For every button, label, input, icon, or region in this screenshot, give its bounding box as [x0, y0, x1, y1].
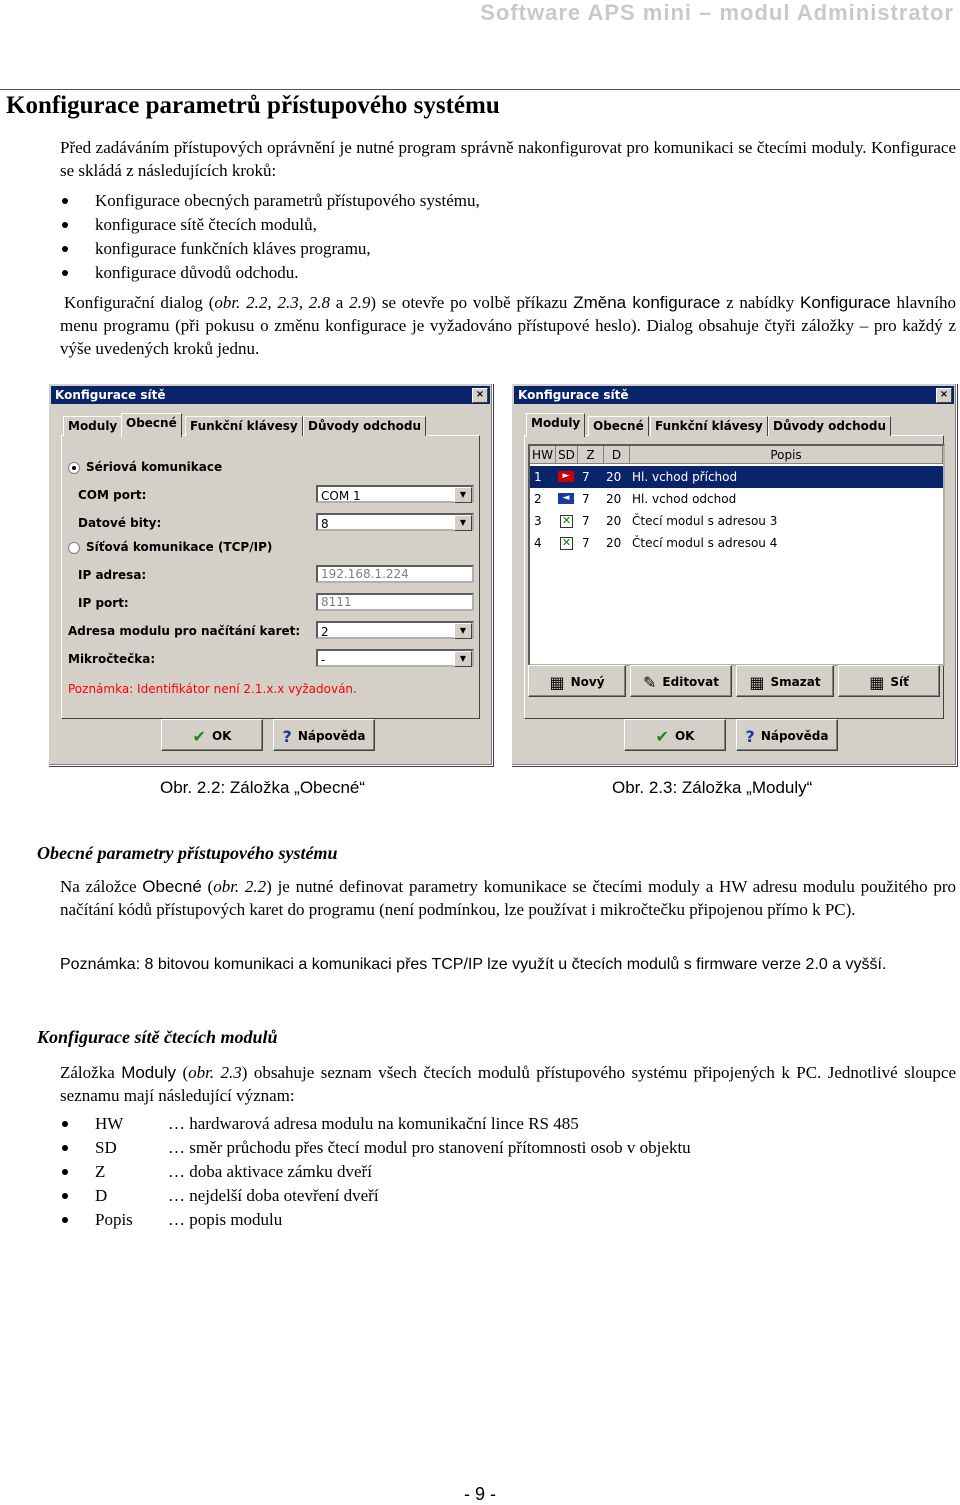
tab-name: Moduly [121, 1063, 176, 1082]
delete-icon: ▦ [749, 672, 765, 692]
cell-hw: 2 [534, 492, 542, 506]
chevron-down-icon[interactable]: ▼ [454, 651, 472, 667]
figure-ref: 2.9 [349, 293, 371, 312]
cell-popis: Čtecí modul s adresou 3 [632, 514, 778, 528]
checkmark-icon: ✔ [192, 726, 206, 746]
section-heading-network: Konfigurace sítě čtecích modulů [37, 1027, 278, 1047]
cell-d: 20 [606, 536, 622, 550]
close-icon[interactable]: × [936, 388, 952, 403]
new-button[interactable]: ▦ Nový [528, 665, 626, 697]
cell-z: 7 [582, 514, 590, 528]
page-header-title: Software APS mini – modul Administrator [480, 0, 954, 25]
com-port-select[interactable]: COM 1 ▼ [316, 485, 474, 503]
list-item: Konfigurace obecných parametrů přístupového systému, [60, 189, 940, 213]
column-definitions-list [60, 1112, 940, 1232]
page-number: - 9 - [463, 1484, 496, 1504]
ip-address-input[interactable]: 192.168.1.224 [316, 565, 474, 583]
tab-funkcni-klavesy[interactable]: Funkční klávesy [185, 416, 303, 436]
list-item: D … nejdelší doba otevření dveří [60, 1184, 940, 1208]
section-heading-config: Konfigurace parametrů přístupového systému [6, 92, 500, 119]
tab-funkcni-klavesy[interactable]: Funkční klávesy [650, 416, 768, 436]
checkmark-icon: ✔ [655, 726, 669, 746]
cell-popis: Čtecí modul s adresou 4 [632, 536, 778, 550]
command-name: Změna konfigurace [573, 293, 721, 312]
figure-ref: obr. 2.2, 2.3, 2.8 [214, 293, 331, 312]
tab-duvody-odchodu[interactable]: Důvody odchodu [303, 416, 426, 436]
ip-port-input[interactable]: 8111 [316, 593, 474, 611]
data-bits-select[interactable]: 8 ▼ [316, 513, 474, 531]
cell-hw: 3 [534, 514, 542, 528]
table-row[interactable] [530, 466, 943, 488]
com-port-label: COM port: [78, 488, 147, 502]
ok-button[interactable]: ✔ OK [624, 719, 726, 751]
help-button[interactable]: ? Nápověda [273, 719, 375, 751]
tab-duvody-odchodu[interactable]: Důvody odchodu [768, 416, 891, 436]
data-bits-label: Datové bity: [78, 516, 162, 530]
exit-direction-icon: ◄ [558, 493, 574, 504]
network-button[interactable]: ▦ Síť [838, 665, 940, 697]
close-icon[interactable]: × [472, 388, 488, 403]
reader-address-select[interactable]: 2 ▼ [316, 621, 474, 639]
header-rule [0, 89, 960, 90]
intro-paragraph: Před zadáváním přístupových oprávnění je nutné program správně nakonfigurovat pro komunikaci se čtecími moduly. Konfigurace se skládá z následujících kroků: [60, 138, 956, 180]
tab-moduly[interactable]: Moduly [63, 416, 122, 436]
new-icon: ▦ [549, 672, 565, 692]
table-row[interactable] [530, 510, 943, 532]
network-radio-label: Síťová komunikace (TCP/IP) [86, 540, 273, 554]
network-icon: ▦ [869, 672, 885, 692]
serial-radio[interactable] [68, 462, 80, 474]
dialog-modules-tab [511, 383, 957, 766]
cell-popis: Hl. vchod odchod [632, 492, 737, 506]
ip-port-label: IP port: [78, 596, 129, 610]
tab-moduly[interactable]: Moduly [526, 413, 585, 437]
list-item: Z … doba aktivace zámku dveří [60, 1160, 940, 1184]
dialog-description-paragraph: Konfigurační dialog (obr. 2.2, 2.3, 2.8 a 2.9) se otevře po volbě příkazu Změna konfigurace z nabídky Konfigurace hlavního menu programu (při pokusu o změnu konfigurace je vyžadováno přístupové heslo). Dialog obsahuje čtyři záložky – pro každý z výše uvedených kroků jednu. [60, 293, 957, 358]
network-radio[interactable] [68, 542, 80, 554]
dialog-titlebar: Konfigurace sítě × [514, 386, 954, 404]
chevron-down-icon[interactable]: ▼ [454, 515, 472, 531]
list-item: HW … hardwarová adresa modulu na komunikační lince RS 485 [60, 1112, 940, 1136]
network-paragraph: Záložka Moduly (obr. 2.3) obsahuje seznam všech čtecích modulů přístupového systému připojených k PC. Jednotlivé sloupce seznamu mají následující význam: [60, 1063, 956, 1105]
cell-z: 7 [582, 470, 590, 484]
chevron-down-icon[interactable]: ▼ [454, 487, 472, 503]
modules-table[interactable] [528, 444, 945, 666]
ip-address-label: IP adresa: [78, 568, 147, 582]
column-header-hw[interactable]: HW [530, 446, 556, 464]
cell-popis: Hl. vchod příchod [632, 470, 738, 484]
cell-d: 20 [606, 514, 622, 528]
list-item: konfigurace sítě čtecích modulů, [60, 213, 940, 237]
micro-reader-select[interactable]: - ▼ [316, 649, 474, 667]
serial-radio-label: Sériová komunikace [86, 460, 223, 474]
delete-button[interactable]: ▦ Smazat [736, 665, 834, 697]
edit-button[interactable]: ✎ Editovat [630, 665, 732, 697]
dialog-general-tab [48, 383, 493, 766]
tab-name: Obecné [142, 877, 202, 896]
section-heading-general: Obecné parametry přístupového systému [37, 843, 338, 863]
column-header-popis[interactable]: Popis [630, 446, 943, 464]
checkbox-icon: ✕ [561, 536, 572, 549]
list-item: Popis … popis modulu [60, 1208, 940, 1232]
micro-reader-label: Mikročtečka: [68, 652, 156, 666]
ok-button[interactable]: ✔ OK [161, 719, 263, 751]
tab-obecne[interactable]: Obecné [588, 416, 649, 436]
table-row[interactable] [530, 532, 943, 554]
question-icon: ? [745, 726, 755, 746]
cell-hw: 1 [534, 470, 542, 484]
general-note: Poznámka: 8 bitovou komunikaci a komunikaci přes TCP/IP lze využít u čtecích modulů s firmware verze 2.0 a vyšší. [60, 956, 887, 973]
list-item: konfigurace důvodů odchodu. [60, 261, 940, 285]
list-item: SD … směr průchodu přes čtecí modul pro stanovení přítomnosti osob v objektu [60, 1136, 940, 1160]
note-text: Poznámka: Identifikátor není 2.1.x.x vyžadován. [68, 682, 357, 696]
chevron-down-icon[interactable]: ▼ [454, 623, 472, 639]
edit-icon: ✎ [643, 672, 657, 692]
entry-direction-icon: ► [558, 471, 574, 482]
cell-d: 20 [606, 492, 622, 506]
config-steps-list [60, 189, 940, 285]
figure-caption-left: Obr. 2.2: Záložka „Obecné“ [160, 778, 366, 797]
checkbox-icon: ✕ [561, 514, 572, 527]
cell-z: 7 [582, 536, 590, 550]
cell-d: 20 [606, 470, 622, 484]
figure-ref: obr. 2.3 [188, 1063, 242, 1082]
cell-z: 7 [582, 492, 590, 506]
list-item: konfigurace funkčních kláves programu, [60, 237, 940, 261]
column-header-d[interactable]: D [604, 446, 630, 464]
table-row[interactable] [530, 488, 943, 510]
help-button[interactable]: ? Nápověda [736, 719, 838, 751]
tab-obecne[interactable]: Obecné [121, 413, 182, 437]
cell-hw: 4 [534, 536, 542, 550]
dialog-titlebar: Konfigurace sítě × [51, 386, 490, 404]
figure-caption-right: Obr. 2.3: Záložka „Moduly“ [612, 778, 813, 797]
general-paragraph: Na záložce Obecné (obr. 2.2) je nutné definovat parametry komunikace se čtecími moduly a HW adresu modulu použitého pro načítání kódů přístupových karet do programu (není podmínkou, lze používat i mikročtečku připojenou přímo k PC). [60, 877, 957, 919]
tab-panel [61, 435, 480, 719]
figure-ref: obr. 2.2 [213, 877, 267, 896]
question-icon: ? [282, 726, 292, 746]
reader-address-label: Adresa modulu pro načítání karet: [68, 624, 301, 638]
menu-name: Konfigurace [800, 293, 891, 312]
column-header-z[interactable]: Z [578, 446, 604, 464]
column-header-sd[interactable]: SD [556, 446, 578, 464]
